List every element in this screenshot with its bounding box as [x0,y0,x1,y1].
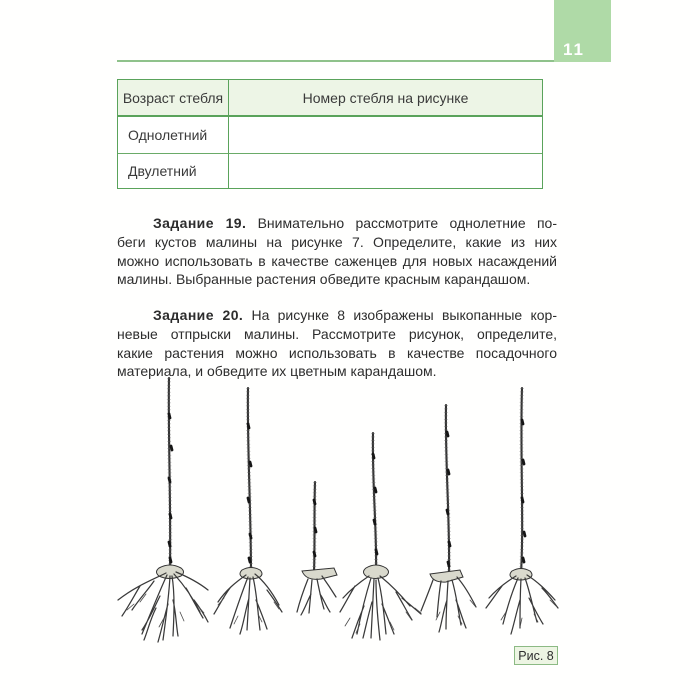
page-number: 11 [563,40,585,59]
plant-1-roots [118,572,208,642]
plant-5 [421,405,476,632]
table-answer-cell-biennial [229,154,542,188]
task-20-text-1: На рисунке 8 изображены выкопанные кор- [251,307,557,323]
task-20-line-2: невые отпрыски малины. Рассмотрите рисунок, определите, [117,325,557,342]
task-19-line-1 [117,214,557,233]
plant-3-rhizome [302,568,337,579]
task-20-line-4: материала, и обведите их цветным карандашом. [117,363,437,380]
plant-5-rhizome [430,570,463,582]
table-row-label-annual: Однолетний [118,117,229,154]
plant-3 [297,482,337,615]
table-answer-cell-annual [229,117,542,154]
plant-2 [214,388,282,634]
figure-caption-text: Рис. 8 [518,648,554,663]
plant-6 [486,388,558,634]
plant-6-stem [521,388,522,573]
table-header-stem-number: Номер стебля на рисунке [229,80,542,117]
plant-4 [340,433,421,640]
task-19-line-2: беги кустов малины на рисунке 7. Определите, какие из них [117,233,557,250]
task-19-line-3: можно использовать в качестве саженцев для новых насаждений [117,252,557,269]
plant-5-roots [421,577,476,632]
task-20-line-3: какие растения можно использовать в качестве посадочного [117,344,557,361]
plant-1 [118,378,208,642]
table-row-label-biennial: Двулетний [118,154,229,188]
figure-8-root-suckers [110,372,570,664]
plant-3-roots [297,576,336,615]
plant-2-roots [214,574,282,634]
stem-age-table [117,79,543,189]
task-19-label: Задание 19. [153,215,247,231]
table-header-age: Возраст стебля [118,80,229,117]
plant-6-rootlets [501,600,556,627]
task-19-paragraph [117,214,557,289]
page-number-tab [554,0,611,62]
root-suckers-illustration [110,372,570,664]
task-19-text-1: Внимательно рассмотрите однолетние по- [257,215,557,231]
header-rule [117,60,554,62]
figure-caption [514,646,558,665]
task-20-paragraph [117,306,557,381]
plant-6-roots [486,575,558,634]
plant-2-stem [248,388,251,572]
task-20-label: Задание 20. [153,307,244,323]
task-20-line-1 [117,306,557,325]
plant-4-roots [340,576,421,640]
task-19-line-4: малины. Выбранные растения обведите красным карандашом. [117,271,531,288]
